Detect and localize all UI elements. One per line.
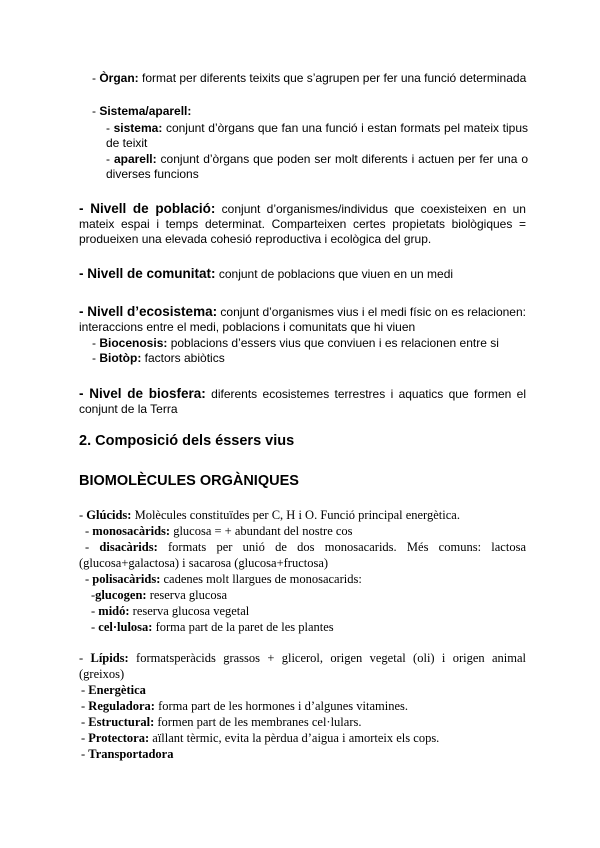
- nivell-comunitat-paragraph: - Nivell de comunitat: conjunt de poblacions que viuen en un medi: [79, 266, 454, 281]
- biotop-item: - Biotòp: factors abiòtics: [92, 351, 225, 365]
- glucids-item: - Glúcids: Molècules constituïdes per C, H i O. Funció principal energètica.: [79, 508, 460, 522]
- energetica-item: - Energètica: [81, 683, 146, 697]
- nivell-poblacio-paragraph: - Nivell de població: conjunt d’organismes/individus que coexisteixen en un mateix espai i temps determinat. Comparteixen certes propietats biològiques = produeixen una elevada cohesió reproductiva i ecològica del grup.: [79, 201, 526, 246]
- monosacarids-term: monosacàrids:: [92, 524, 171, 538]
- polisacarids-term: polisacàrids:: [92, 572, 161, 586]
- lipids-term: Lípids:: [90, 651, 129, 665]
- nivell-ecosistema-paragraph: - Nivell d’ecosistema: conjunt d’organismes vius i el medi físic on es relacionen: interaccions entre el medi, poblacions i comunitats que hi viuen: [79, 304, 526, 334]
- biomolecules-title: BIOMOLÈCULES ORGÀNIQUES: [79, 473, 299, 489]
- mido-term: midó:: [98, 604, 130, 618]
- disacarids-term: disacàrids:: [99, 540, 158, 554]
- estructural-item: - Estructural: formen part de les membranes cel·lulars.: [81, 715, 362, 729]
- reguladora-item: - Reguladora: forma part de les hormones i d’algunes vitamines.: [81, 699, 409, 713]
- organ-term: Òrgan:: [99, 71, 139, 85]
- aparell-item: - aparell: conjunt d’òrgans que poden ser molt diferents i actuen per fer una o diverses funcions: [106, 152, 528, 181]
- estructural-term: Estructural:: [88, 715, 155, 729]
- sistema-term: sistema:: [113, 121, 163, 135]
- sistema-aparell-item: - Sistema/aparell:: [92, 104, 192, 118]
- nivell-poblacio-term: - Nivell de població:: [79, 201, 216, 216]
- disacarids-item: - disacàrids: formats per unió de dos monosacarids. Més comuns: lactosa (glucosa+galactosa) i sacarosa (glucosa+fructosa): [79, 540, 526, 570]
- glucogen-item: -glucogen: reserva glucosa: [91, 588, 228, 602]
- organ-item: - Òrgan: format per diferents teixits que s’agrupen per fer una funció determinada: [92, 71, 527, 85]
- transportadora-item: - Transportadora: [81, 747, 174, 761]
- nivel-biosfera-term: - Nivel de biosfera:: [79, 386, 206, 401]
- nivell-comunitat-term: - Nivell de comunitat:: [79, 266, 216, 281]
- section-title: 2. Composició dels éssers vius: [79, 433, 295, 449]
- lipids-item: - Lípids: formatsperàcids grassos + glicerol, origen vegetal (oli) i origen animal (greixos): [79, 651, 526, 681]
- sistema-aparell-term: Sistema/aparell:: [99, 104, 192, 118]
- energetica-term: Energètica: [88, 683, 146, 697]
- polisacarids-item: - polisacàrids: cadenes molt llargues de monosacarids:: [85, 572, 362, 586]
- monosacarids-item: - monosacàrids: glucosa = + abundant del nostre cos: [85, 524, 353, 538]
- glucids-term: Glúcids:: [86, 508, 132, 522]
- biocenosis-term: Biocenosis:: [99, 336, 168, 350]
- nivell-ecosistema-term: - Nivell d’ecosistema:: [79, 304, 218, 319]
- protectora-item: - Protectora: aïllant tèrmic, evita la pèrdua d’aigua i amorteix els cops.: [81, 731, 440, 745]
- biotop-term: Biotòp:: [99, 351, 142, 365]
- mido-item: - midó: reserva glucosa vegetal: [91, 604, 250, 618]
- sistema-item: - sistema: conjunt d’òrgans que fan una funció i estan formats pel mateix tipus de teixit: [106, 121, 528, 150]
- biocenosis-item: - Biocenosis: poblacions d’essers vius que conviuen i es relacionen entre si: [92, 336, 499, 350]
- reguladora-term: Reguladora:: [88, 699, 155, 713]
- cellulosa-item: - cel·lulosa: forma part de la paret de les plantes: [91, 620, 334, 634]
- nivel-biosfera-paragraph: - Nivel de biosfera: diferents ecosistemes terrestres i aquatics que formen el conjunt de la Terra: [79, 386, 526, 416]
- protectora-term: Protectora:: [88, 731, 150, 745]
- transportadora-term: Transportadora: [88, 747, 174, 761]
- aparell-term: aparell:: [113, 152, 157, 166]
- glucogen-term: glucogen:: [95, 588, 147, 602]
- cellulosa-term: cel·lulosa:: [98, 620, 153, 634]
